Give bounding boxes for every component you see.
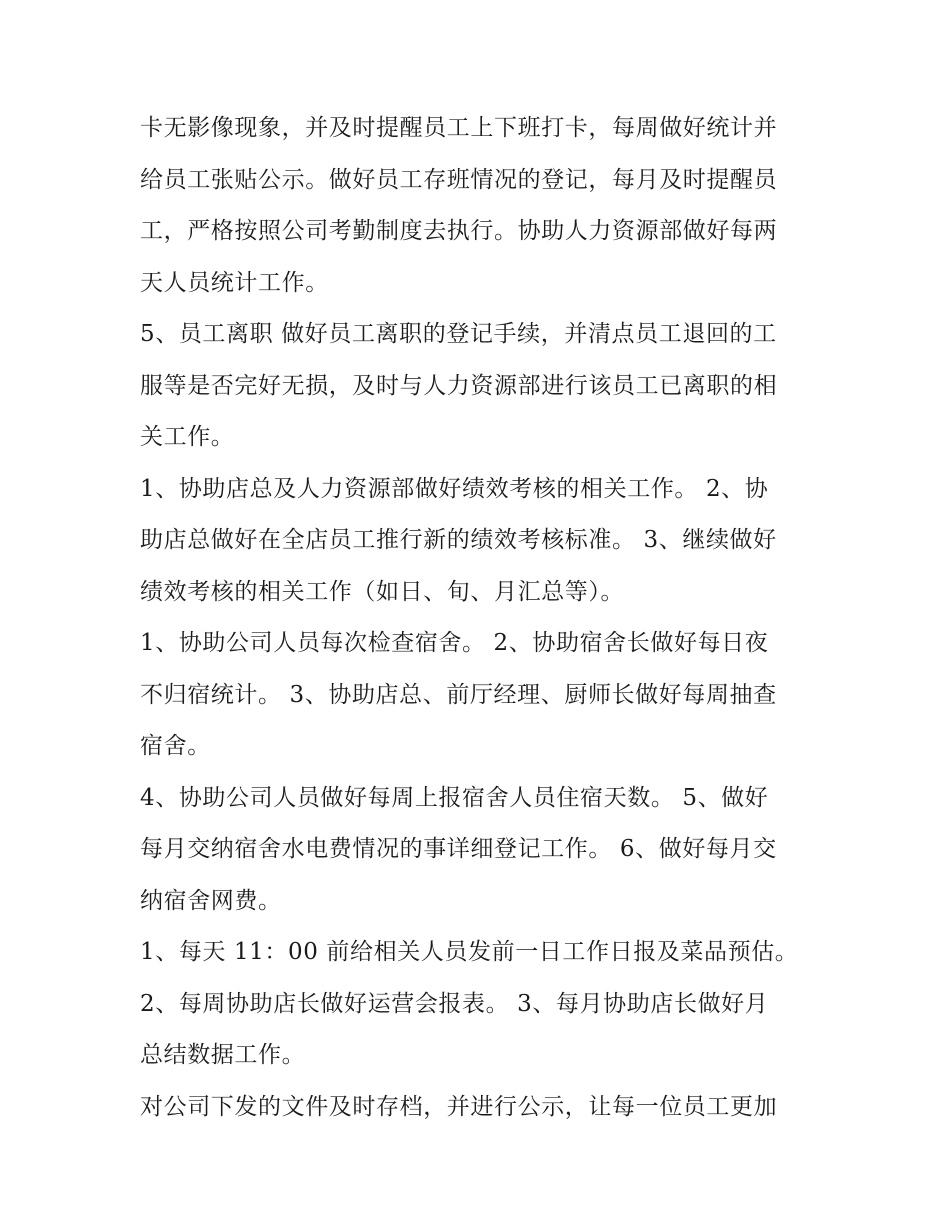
text-line: 助店总做好在全店员工推行新的绩效考核标准。 3、继续做好 [140,527,777,553]
text-line: 5、员工离职 做好员工离职的登记手续，并清点员工退回的工 [140,321,777,347]
text-line: 绩效考核的相关工作（如日、旬、月汇总等）。 [140,578,625,605]
text-line: 给员工张贴公示。做好员工存班情况的登记，每月及时提醒员 [140,166,778,193]
text-line: 关工作。 [140,424,235,450]
text-line: 1、每天 11：00 前给相关人员发前一日工作日报及菜品预估。 [140,939,799,965]
text-line: 工，严格按照公司考勤制度去执行。协助人力资源部做好每两 [140,218,778,244]
text-line: 不归宿统计。 3、协助店总、前厅经理、厨师长做好每周抽查 [140,681,777,708]
text-line: 1、协助店总及人力资源部做好绩效考核的相关工作。 2、协 [140,475,769,502]
text-line: 每月交纳宿舍水电费情况的事详细登记工作。 6、做好每月交 [140,836,777,862]
document-body [140,103,820,1133]
text-line: 总结数据工作。 [140,1042,306,1068]
text-line: 2、每周协助店长做好运营会报表。 3、每月协助店长做好月 [140,990,769,1017]
text-line: 服等是否完好无损，及时与人力资源部进行该员工已离职的相 [140,372,778,399]
text-line: 天人员统计工作。 [140,269,329,296]
text-line: 1、协助公司人员每次检查宿舍。 2、协助宿舍长做好每日夜 [140,630,769,656]
text-line: 卡无影像现象，并及时提醒员工上下班打卡，每周做好统计并 [140,115,778,141]
text-line: 宿舍。 [140,733,211,759]
text-line: 4、协助公司人员做好每周上报宿舍人员住宿天数。 5、做好 [140,784,769,811]
text-line: 纳宿舍网费。 [140,887,282,914]
text-line: 对公司下发的文件及时存档，并进行公示，让每一位员工更加 [140,1093,778,1120]
